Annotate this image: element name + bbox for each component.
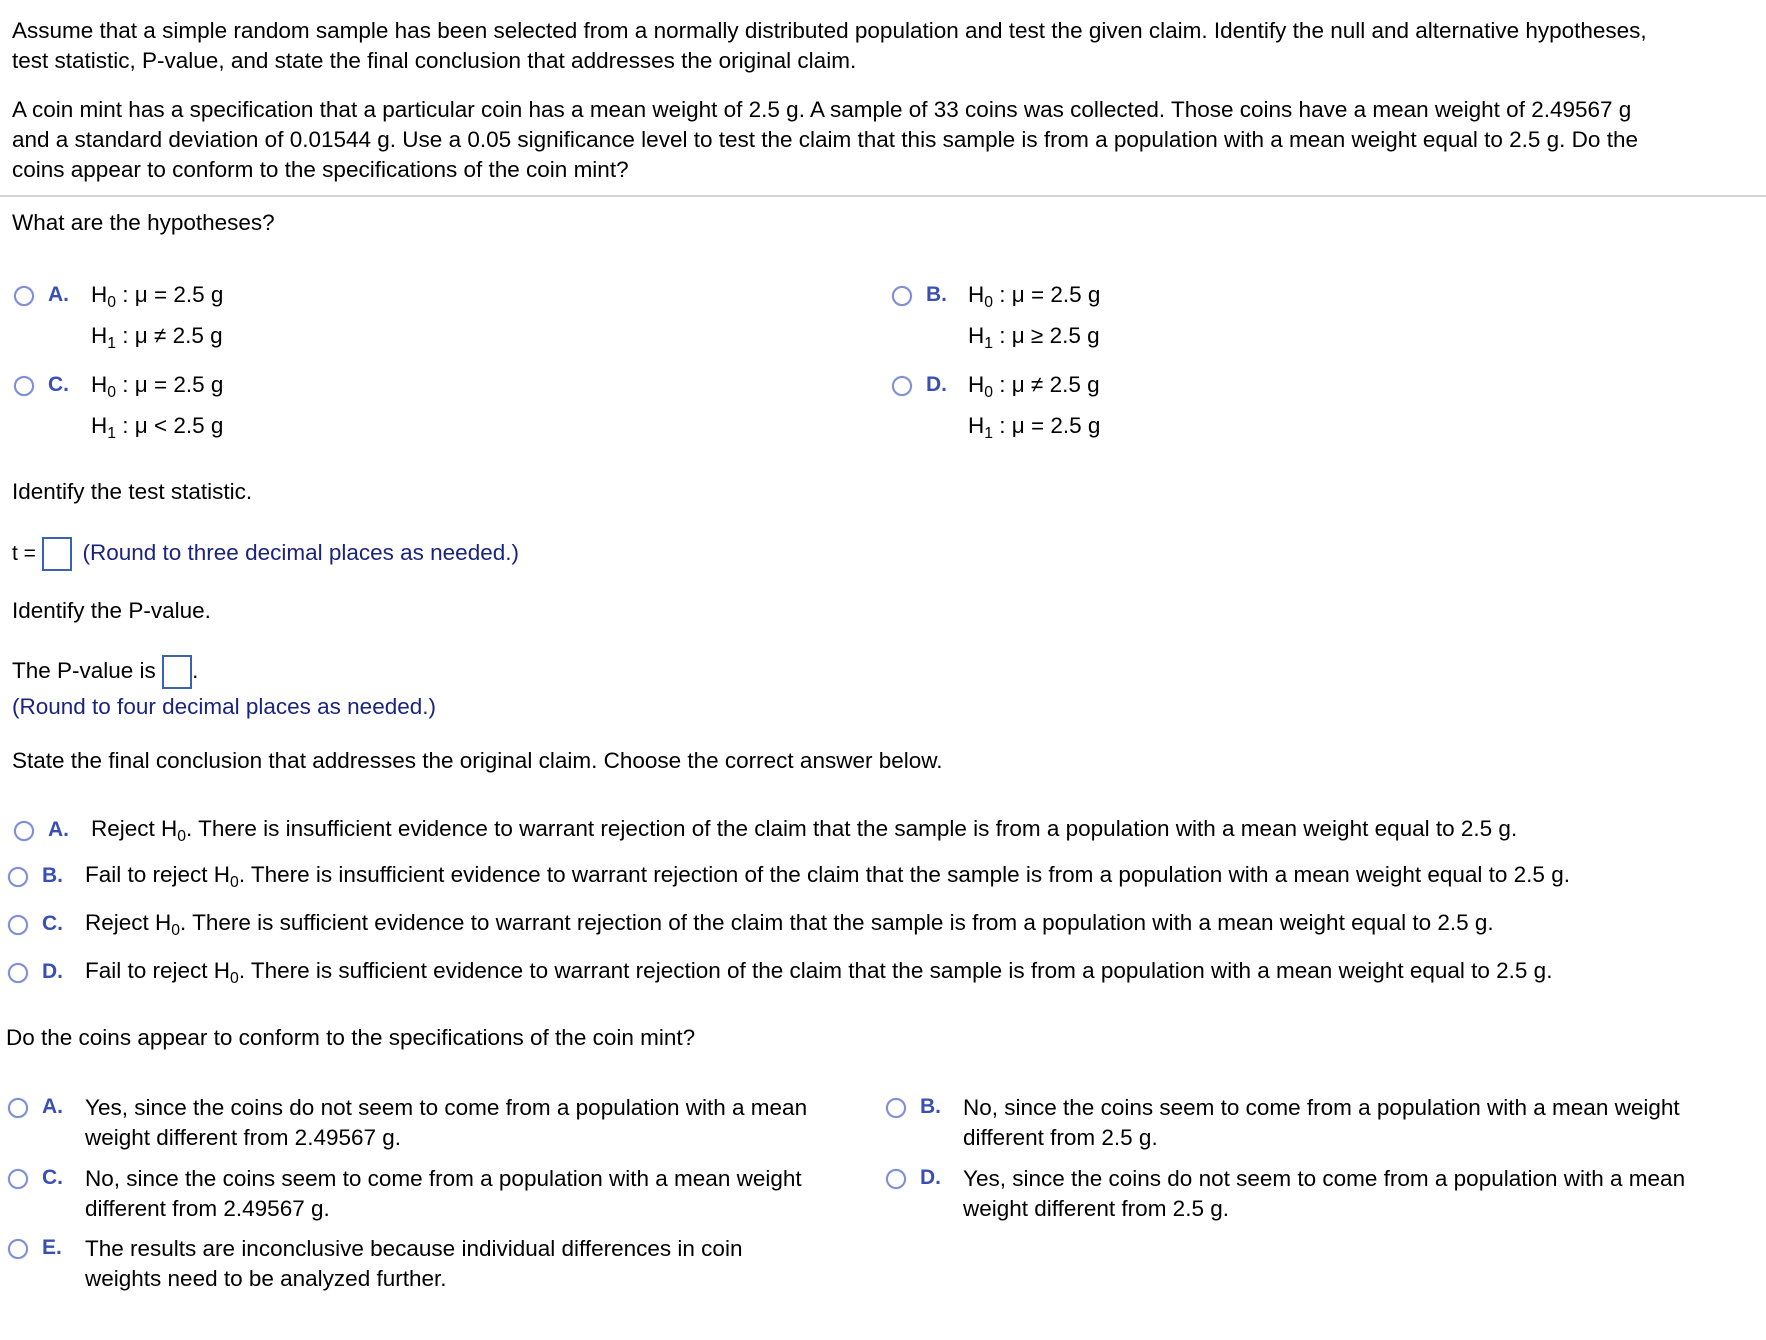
t-rounding-hint: (Round to three decimal places as needed.) — [82, 540, 519, 565]
option-letter: B. — [42, 864, 63, 887]
radio-button[interactable] — [8, 1169, 28, 1189]
option-text: Fail to reject $H_0$. There is insufficient evidence to warrant rejection of the claim that the sample is from a population with a mean weight equal to 2.5 g. — [85, 862, 1570, 891]
radio-button[interactable] — [14, 821, 34, 841]
test-statistic-row — [12, 535, 519, 572]
hypotheses-question: What are the hypotheses? — [12, 210, 275, 235]
option-text-line-1: No, since the coins seem to come from a population with a mean weight — [963, 1095, 1680, 1120]
problem-line-2: and a standard deviation of 0.01544 g. Use a 0.05 significance level to test the claim that this sample is from a population with a mean weight equal to 2.5 g. Do the — [12, 127, 1638, 152]
option-text-line-2: different from 2.49567 g. — [85, 1196, 330, 1221]
option-text: Reject $H_0$. There is insufficient evidence to warrant rejection of the claim that the sample is from a population with a mean weight equal to 2.5 g. — [91, 816, 1518, 845]
option-text-line-1: No, since the coins seem to come from a population with a mean weight — [85, 1166, 802, 1191]
option-text-line-1: Yes, since the coins do not seem to come from a population with a mean — [963, 1166, 1686, 1191]
option-letter: B. — [926, 283, 947, 306]
conclusion-question: State the final conclusion that addresses the original claim. Choose the correct answer below. — [12, 748, 943, 773]
p-value-input[interactable] — [162, 655, 192, 689]
option-text-line-2: different from 2.5 g. — [963, 1125, 1158, 1150]
radio-button[interactable] — [8, 1098, 28, 1118]
option-letter: D. — [920, 1166, 941, 1189]
alternative-hypothesis: $H_1$ : μ < 2.5 g — [91, 413, 224, 442]
radio-button[interactable] — [886, 1098, 906, 1118]
problem-line-1: A coin mint has a specification that a particular coin has a mean weight of 2.5 g. A sample of 33 coins was collected. Those coins have a mean weight of 2.49567 g — [12, 97, 1632, 122]
null-hypothesis: $H_0$ : μ = 2.5 g — [91, 372, 224, 401]
radio-button[interactable] — [892, 286, 912, 306]
radio-button[interactable] — [8, 1239, 28, 1259]
alternative-hypothesis: $H_1$ : μ ≠ 2.5 g — [91, 323, 223, 352]
null-hypothesis: $H_0$ : μ = 2.5 g — [91, 282, 224, 311]
option-text: Fail to reject $H_0$. There is sufficient evidence to warrant rejection of the claim that the sample is from a population with a mean weight equal to 2.5 g. — [85, 958, 1553, 987]
radio-button[interactable] — [14, 286, 34, 306]
t-label: t = — [12, 542, 36, 565]
option-letter: C. — [42, 1166, 63, 1189]
p-value-rounding-hint: (Round to four decimal places as needed.) — [12, 694, 436, 719]
option-letter: A. — [48, 818, 69, 841]
null-hypothesis: $H_0$ : μ ≠ 2.5 g — [968, 372, 1100, 401]
null-hypothesis: $H_0$ : μ = 2.5 g — [968, 282, 1101, 311]
option-letter: C. — [48, 373, 69, 396]
alternative-hypothesis: $H_1$ : μ = 2.5 g — [968, 413, 1101, 442]
option-letter: A. — [42, 1095, 63, 1118]
radio-button[interactable] — [14, 376, 34, 396]
option-letter: C. — [42, 912, 63, 935]
radio-button[interactable] — [8, 867, 28, 887]
alternative-hypothesis: $H_1$ : μ ≥ 2.5 g — [968, 323, 1100, 352]
instructions-line-2: test statistic, P-value, and state the final conclusion that addresses the original claim. — [12, 48, 857, 73]
option-letter: A. — [48, 283, 69, 306]
option-text: Reject $H_0$. There is sufficient evidence to warrant rejection of the claim that the sample is from a population with a mean weight equal to 2.5 g. — [85, 910, 1494, 939]
instructions-line-1: Assume that a simple random sample has been selected from a normally distributed population and test the given claim. Identify the null and alternative hypotheses, — [12, 18, 1647, 43]
option-text-line-2: weight different from 2.5 g. — [963, 1196, 1229, 1221]
option-letter: D. — [42, 960, 63, 983]
p-value-label: The P-value is — [12, 658, 156, 683]
option-text-line-1: The results are inconclusive because individual differences in coin — [85, 1236, 743, 1261]
radio-button[interactable] — [8, 915, 28, 935]
option-text-line-2: weights need to be analyzed further. — [85, 1266, 447, 1291]
radio-button[interactable] — [8, 963, 28, 983]
radio-button[interactable] — [886, 1169, 906, 1189]
option-text-line-2: weight different from 2.49567 g. — [85, 1125, 402, 1150]
conform-question: Do the coins appear to conform to the specifications of the coin mint? — [6, 1025, 696, 1050]
radio-button[interactable] — [892, 376, 912, 396]
section-divider — [0, 195, 1766, 197]
p-value-period: . — [192, 658, 199, 683]
problem-line-3: coins appear to conform to the specifications of the coin mint? — [12, 157, 629, 182]
test-statistic-question: Identify the test statistic. — [12, 479, 253, 504]
option-letter: B. — [920, 1095, 941, 1118]
t-value-input[interactable] — [42, 537, 72, 571]
option-text-line-1: Yes, since the coins do not seem to come from a population with a mean — [85, 1095, 808, 1120]
p-value-row — [12, 653, 198, 689]
option-letter: E. — [42, 1236, 62, 1259]
option-letter: D. — [926, 373, 947, 396]
p-value-question: Identify the P-value. — [12, 598, 211, 623]
